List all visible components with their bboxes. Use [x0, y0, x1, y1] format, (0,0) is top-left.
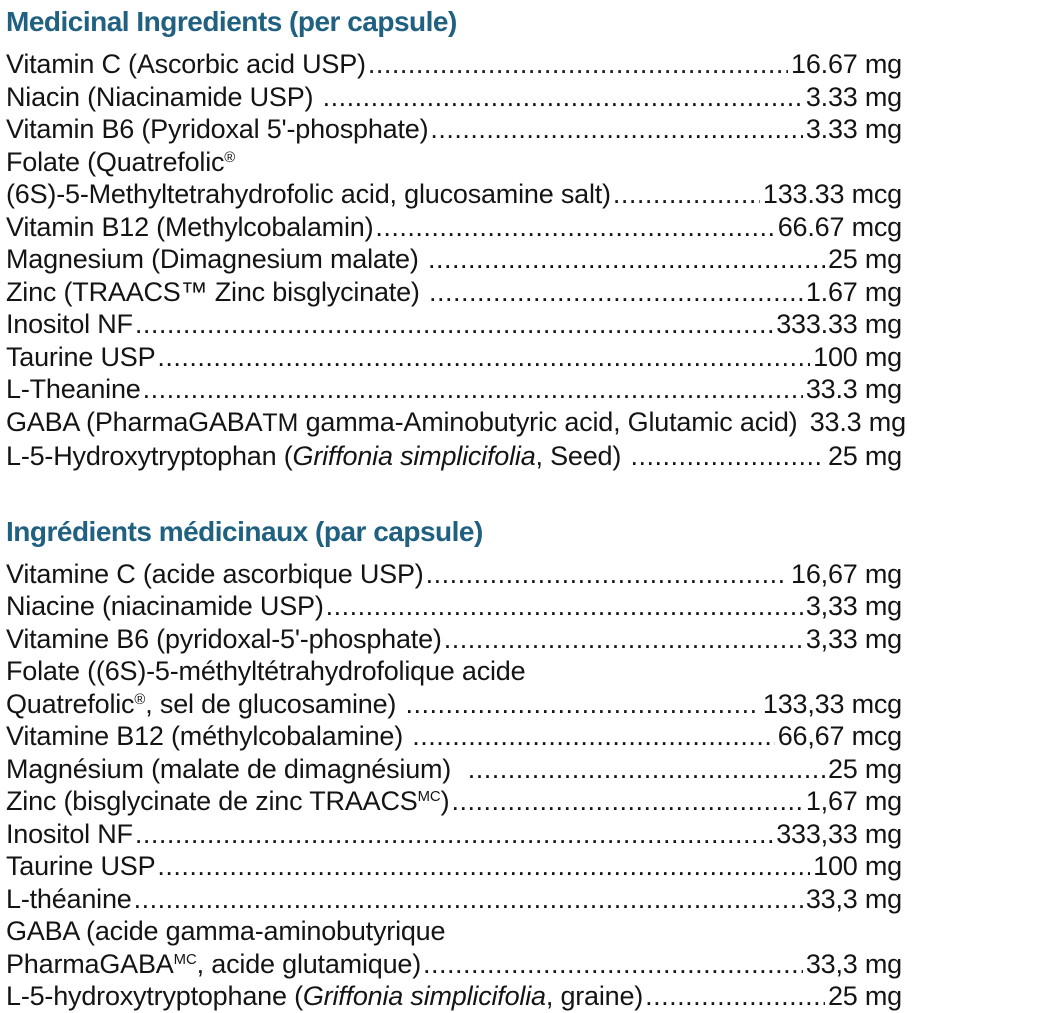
ingredient-row	[6, 558, 902, 591]
ingredient-line	[6, 178, 902, 211]
ingredient-row	[6, 980, 902, 1013]
ingredient-name	[6, 81, 321, 114]
ingredient-line	[6, 688, 902, 721]
dot-leader	[323, 81, 803, 114]
ingredient-amount: 333,33 mg	[776, 818, 902, 849]
ingredient-amount: 33.3 mg	[809, 406, 906, 437]
dot-leader	[375, 211, 774, 244]
ingredient-line	[6, 883, 902, 916]
ingredient-line	[6, 146, 902, 179]
dot-leader	[134, 883, 803, 916]
ingredient-line	[6, 440, 902, 473]
dot-leader	[426, 558, 788, 591]
name-text: Folate (Quatrefolic	[6, 146, 225, 177]
ingredient-name	[6, 883, 132, 916]
name-text: L-5-Hydroxytryptophan (	[6, 441, 293, 471]
ingredient-amount: 100 mg	[813, 341, 902, 372]
ingredient-row	[6, 48, 902, 81]
ingredient-amount: 25 mg	[827, 753, 902, 784]
ingredient-row	[6, 81, 902, 114]
ingredient-row	[6, 406, 906, 441]
dot-leader	[406, 688, 760, 721]
ingredient-line	[6, 81, 902, 114]
ingredient-amount: 25 mg	[827, 441, 902, 471]
ingredient-amount: 133,33 mcg	[762, 688, 902, 719]
name-text: Vitamine B12 (méthylcobalamine)	[6, 721, 411, 751]
name-text: Zinc (TRAACS	[6, 276, 181, 307]
name-text: Quatrefolic	[6, 688, 135, 719]
ingredient-amount: 3,33 mg	[805, 623, 902, 654]
ingredient-row	[6, 655, 902, 720]
ingredient-row	[6, 753, 902, 786]
ingredient-amount: 66.67 mcg	[777, 211, 902, 242]
dot-leader	[630, 440, 824, 473]
ingredient-row	[6, 785, 902, 818]
name-text: GABA (PharmaGABA	[6, 406, 263, 437]
section-title-fr: Ingrédients médicinaux (par capsule)	[6, 515, 483, 547]
ingredient-row	[6, 623, 902, 656]
ingredient-row	[6, 341, 902, 374]
ingredient-row	[6, 146, 902, 211]
ingredient-amount: 133.33 mcg	[762, 179, 902, 209]
ingredient-row	[6, 276, 902, 309]
ingredient-name	[6, 720, 410, 753]
ingredient-row	[6, 720, 902, 753]
ingredient-row	[6, 850, 902, 883]
ingredient-line	[6, 308, 902, 341]
ingredient-line	[6, 948, 902, 981]
name-text: Folate ((6S)-5-méthyltétrahydrofolique acide	[6, 656, 526, 686]
name-text: Taurine USP	[6, 341, 156, 372]
ingredient-line	[6, 373, 902, 406]
ingredient-name	[6, 341, 155, 374]
ingredient-name	[6, 753, 466, 786]
dot-leader	[429, 276, 803, 309]
ingredient-line	[6, 753, 902, 786]
name-text: GABA (acide gamma-aminobutyrique	[6, 916, 446, 946]
ingredient-row	[6, 440, 902, 473]
ingredient-name	[6, 688, 404, 721]
ingredient-name	[6, 48, 366, 81]
dot-leader	[428, 243, 825, 276]
ingredient-line	[6, 211, 902, 244]
ingredient-line	[6, 720, 902, 753]
dot-leader	[135, 308, 773, 341]
ingredient-name	[6, 980, 643, 1013]
ingredient-name	[6, 113, 428, 146]
trademark-superscript: ®	[134, 691, 146, 708]
name-text: Zinc bisglycinate)	[207, 276, 428, 307]
ingredient-amount: 33.3 mg	[805, 374, 902, 404]
ingredient-row	[6, 883, 902, 916]
ingredient-name	[6, 785, 449, 818]
name-text: Magnesium (Dimagnesium malate)	[6, 244, 426, 274]
ingredient-amount: 66,67 mcg	[777, 721, 902, 751]
name-text: ™	[180, 276, 208, 307]
ingredient-amount: 1,67 mg	[805, 786, 902, 816]
name-text: PharmaGABA	[6, 948, 174, 979]
ingredient-row	[6, 243, 902, 276]
name-text: Inositol NF	[6, 818, 133, 849]
name-text: , graine)	[545, 981, 644, 1011]
dot-leader	[613, 178, 760, 211]
ingredient-row	[6, 590, 902, 623]
ingredient-row	[6, 818, 902, 851]
ingredient-amount: 3.33 mg	[805, 81, 902, 112]
name-text: , Seed)	[535, 441, 629, 471]
name-text: L-5-hydroxytryptophane (	[6, 981, 303, 1011]
name-text: Vitamine B6 (pyridoxal-5'-phosphate)	[6, 623, 442, 654]
ingredient-line	[6, 590, 902, 623]
ingredient-amount: 1.67 mg	[805, 276, 902, 307]
ingredient-name	[6, 623, 442, 656]
ingredient-line	[6, 915, 902, 948]
ingredient-name	[6, 276, 427, 309]
trademark-mark: TM	[262, 409, 299, 437]
trademark-superscript: MC	[173, 951, 197, 968]
ingredient-name	[6, 406, 805, 441]
name-text: )	[440, 786, 450, 816]
ingredient-line	[6, 276, 902, 309]
name-text: Magnésium (malate de dimagnésium)	[6, 753, 466, 784]
ingredient-line	[6, 341, 902, 374]
ingredient-name	[6, 948, 421, 981]
dot-leader	[468, 753, 825, 786]
name-text: Vitamin B12 (Methylcobalamin)	[6, 211, 374, 242]
ingredient-amount: 100 mg	[813, 851, 902, 881]
ingredient-amount: 25 mg	[827, 981, 902, 1011]
ingredient-name	[6, 590, 324, 623]
ingredient-row	[6, 915, 902, 980]
name-text: (6S)-5-Methyltetrahydrofolic acid, glucosamine salt)	[6, 179, 611, 209]
ingredient-name	[6, 850, 155, 883]
name-text: Niacin (Niacinamide USP)	[6, 81, 321, 112]
ingredients-section-fr	[6, 515, 902, 1013]
ingredient-row	[6, 373, 902, 406]
dot-leader	[368, 48, 788, 81]
ingredient-name	[6, 818, 133, 851]
ingredient-line	[6, 406, 906, 441]
name-text: , sel de glucosamine)	[145, 688, 404, 719]
ingredient-amount: 3.33 mg	[805, 114, 902, 144]
name-text: , acide glutamique)	[196, 948, 422, 979]
dot-leader	[157, 850, 810, 883]
ingredient-name	[6, 146, 235, 179]
ingredient-row	[6, 211, 902, 244]
name-text: L-théanine	[6, 883, 132, 914]
ingredient-amount: 3,33 mg	[805, 591, 902, 621]
ingredient-name	[6, 558, 424, 591]
ingredient-amount: 333.33 mg	[776, 309, 902, 339]
ingredient-row	[6, 308, 902, 341]
ingredient-row	[6, 113, 902, 146]
name-text: Vitamin B6 (Pyridoxal 5'-phosphate)	[6, 114, 429, 144]
dot-leader	[444, 623, 803, 656]
name-text: L-Theanine	[6, 374, 141, 404]
dot-leader	[157, 341, 810, 374]
name-text: gamma-Aminobutyric acid, Glutamic acid)	[298, 406, 805, 437]
dot-leader	[430, 113, 802, 146]
ingredient-line	[6, 785, 902, 818]
dot-leader	[645, 980, 825, 1013]
section-title-en: Medicinal Ingredients (per capsule)	[6, 6, 457, 37]
ingredient-name	[6, 373, 141, 406]
ingredient-amount: 25 mg	[827, 244, 902, 274]
ingredient-line	[6, 243, 902, 276]
ingredient-line	[6, 655, 902, 688]
dot-leader	[135, 818, 773, 851]
ingredient-name	[6, 211, 373, 244]
name-text: Inositol NF	[6, 309, 133, 339]
ingredient-name	[6, 243, 426, 276]
ingredient-line	[6, 113, 902, 146]
dot-leader	[143, 373, 803, 406]
ingredient-line	[6, 818, 902, 851]
dot-leader	[423, 948, 803, 981]
ingredient-line	[6, 558, 902, 591]
trademark-superscript: MC	[417, 789, 441, 805]
latin-species-name: Griffonia simplicifolia	[302, 981, 546, 1011]
ingredient-name	[6, 915, 445, 948]
ingredient-line	[6, 850, 902, 883]
ingredient-line	[6, 48, 902, 81]
ingredient-line	[6, 980, 902, 1013]
ingredient-name	[6, 440, 628, 473]
ingredient-name	[6, 308, 133, 341]
latin-species-name: Griffonia simplicifolia	[292, 441, 536, 471]
ingredient-amount: 16,67 mg	[791, 558, 902, 589]
dot-leader	[451, 785, 802, 818]
dot-leader	[412, 720, 774, 753]
ingredient-amount: 16.67 mg	[791, 49, 902, 79]
ingredient-amount: 33,3 mg	[805, 948, 902, 979]
name-text: Taurine USP	[6, 851, 156, 881]
trademark-superscript: ®	[224, 149, 236, 166]
ingredient-line	[6, 623, 902, 656]
dot-leader	[326, 590, 803, 623]
name-text: Vitamine C (acide ascorbique USP)	[6, 558, 424, 589]
ingredient-amount: 33,3 mg	[805, 883, 902, 914]
name-text: Vitamin C (Ascorbic acid USP)	[6, 49, 366, 79]
name-text: Niacine (niacinamide USP)	[6, 591, 324, 621]
ingredient-name	[6, 178, 611, 211]
ingredient-name	[6, 655, 525, 688]
name-text: Zinc (bisglycinate de zinc TRAACS	[6, 786, 418, 816]
ingredients-section-en	[6, 5, 906, 473]
